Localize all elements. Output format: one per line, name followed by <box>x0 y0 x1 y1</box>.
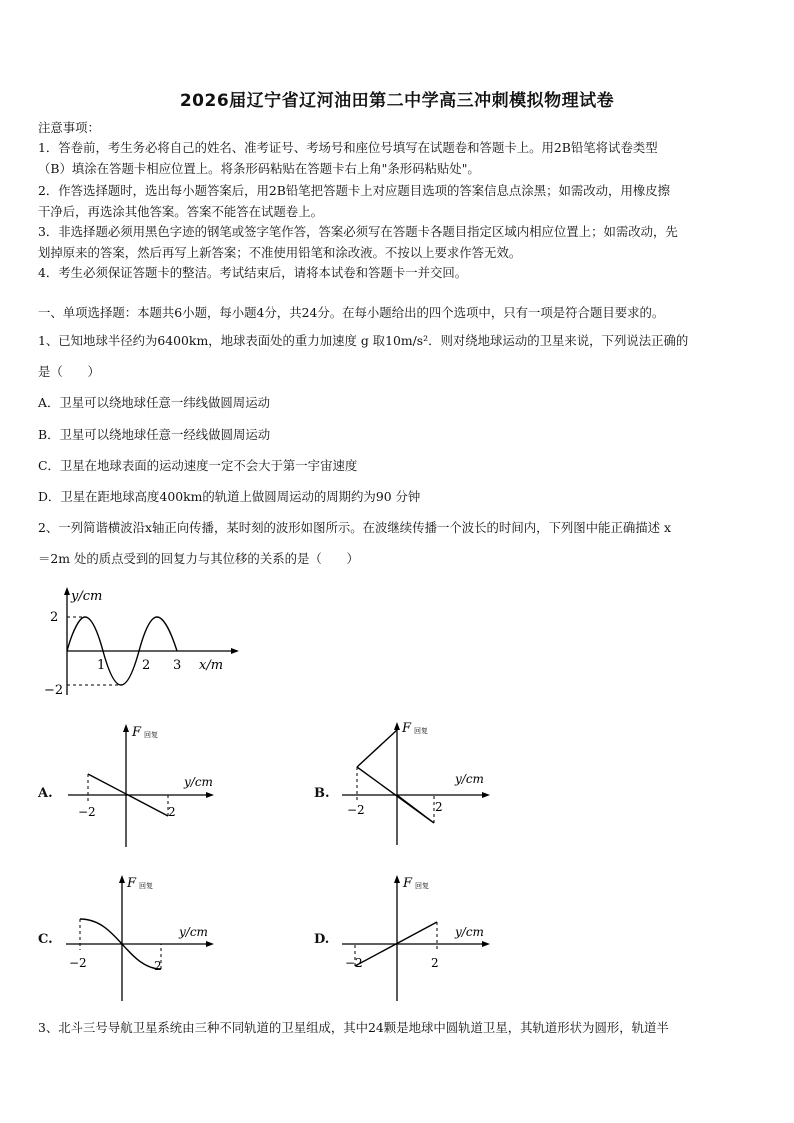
wave-figure <box>40 585 240 705</box>
choice-c-y-label: y/cm <box>179 925 208 939</box>
q1-option-c: C．卫星在地球表面的运动速度一定不会大于第一宇宙速度 <box>38 458 358 473</box>
question-2-stem-cont: ＝2m 处的质点受到的回复力与其位移的关系的是（ ） <box>38 551 359 566</box>
question-2-stem: 2、一列简谐横波沿x轴正向传播，某时刻的波形如图所示。在波继续传播一个波长的时间内，下列图中能正确描述 x <box>38 520 671 535</box>
wave-x-tick: 2 <box>142 658 151 673</box>
choice-d-y-label: y/cm <box>455 925 484 939</box>
note-line: （B）填涂在答题卡相应位置上。将条形码粘贴在答题卡右上角"条形码粘贴处"。 <box>38 161 480 176</box>
choice-c-pos-tick: 2 <box>154 959 162 973</box>
choice-b-f-sub: 回复 <box>414 727 428 735</box>
choice-d-f-sub: 回复 <box>415 882 429 890</box>
wave-y-axis-label: y/cm <box>71 589 103 604</box>
choice-b-graph <box>336 720 496 850</box>
choice-d-pos-tick: 2 <box>431 956 439 970</box>
question-1-stem-cont: 是（ ） <box>38 364 100 379</box>
choice-b-neg-tick: −2 <box>347 803 365 817</box>
note-line: 划掉原来的答案，然后再写上新答案；不准使用铅笔和涂改液。不按以上要求作答无效。 <box>38 245 522 260</box>
note-line: 2．作答选择题时，选出每小题答案后，用2B铅笔把答题卡上对应题目选项的答案信息点涂黑；如需改动，用橡皮擦 <box>38 183 671 198</box>
wave-y-tick: 2 <box>50 610 59 625</box>
choice-a-f-sub: 回复 <box>144 731 158 739</box>
q1-option-d: D．卫星在距地球高度400km的轨道上做圆周运动的周期约为90 分钟 <box>38 489 421 504</box>
choice-d-label: D. <box>314 932 330 947</box>
choice-c-f-sub: 回复 <box>139 882 153 890</box>
choice-b-f-label: F <box>402 721 412 736</box>
choice-d-f-label: F <box>403 876 413 891</box>
wave-x-axis-label: x/m <box>199 658 224 673</box>
note-line: 3．非选择题必须用黑色字迹的钢笔或签字笔作答，答案必须写在答题卡各题目指定区域内相应位置上；如需改动，先 <box>38 224 678 239</box>
choice-a-pos-tick: 2 <box>168 805 176 819</box>
q1-option-b: B．卫星可以绕地球任意一经线做圆周运动 <box>38 427 271 442</box>
note-line: 1．答卷前，考生务必将自己的姓名、准考证号、考场号和座位号填写在试题卷和答题卡上。用2B铅笔将试卷类型 <box>38 140 658 155</box>
choice-b-label: B. <box>314 786 330 801</box>
choice-a-label: A. <box>38 786 53 801</box>
choice-a-neg-tick: −2 <box>78 805 96 819</box>
wave-y-tick: −2 <box>44 683 64 698</box>
choice-a-f-label: F <box>132 725 142 740</box>
wave-x-tick: 3 <box>173 658 182 673</box>
page-title: 2026届辽宁省辽河油田第二中学高三冲刺模拟物理试卷 <box>179 91 615 111</box>
choice-c-graph <box>60 873 220 1003</box>
question-3-stem: 3、北斗三号导航卫星系统由三种不同轨道的卫星组成，其中24颗是地球中圆轨道卫星，其轨道形状为圆形，轨道半 <box>38 1020 669 1035</box>
choice-c-label: C. <box>38 932 53 947</box>
notes-heading: 注意事项： <box>38 120 100 135</box>
note-line: 4．考生必须保证答题卡的整洁。考试结束后，请将本试卷和答题卡一并交回。 <box>38 265 468 280</box>
choice-b-y-label: y/cm <box>455 772 484 786</box>
choice-a-y-label: y/cm <box>184 775 213 789</box>
question-1-stem: 1、已知地球半径约为6400km，地球表面处的重力加速度 g 取10m/s²．则对绕地球运动的卫星来说，下列说法正确的 <box>38 333 689 348</box>
choice-d-neg-tick: −2 <box>345 956 363 970</box>
choice-b-pos-tick: 2 <box>435 800 443 814</box>
choice-c-f-label: F <box>127 876 137 891</box>
choice-d-graph <box>336 873 496 1003</box>
choice-a-graph <box>60 722 220 852</box>
q1-option-a: A．卫星可以绕地球任意一纬线做圆周运动 <box>38 395 270 410</box>
section-heading: 一、单项选择题：本题共6小题，每小题4分，共24分。在每小题给出的四个选项中，只有一项是符合题目要求的。 <box>38 305 665 320</box>
note-line: 干净后，再选涂其他答案。答案不能答在试题卷上。 <box>38 204 323 219</box>
choice-c-neg-tick: −2 <box>69 956 87 970</box>
wave-x-tick: 1 <box>97 658 106 673</box>
